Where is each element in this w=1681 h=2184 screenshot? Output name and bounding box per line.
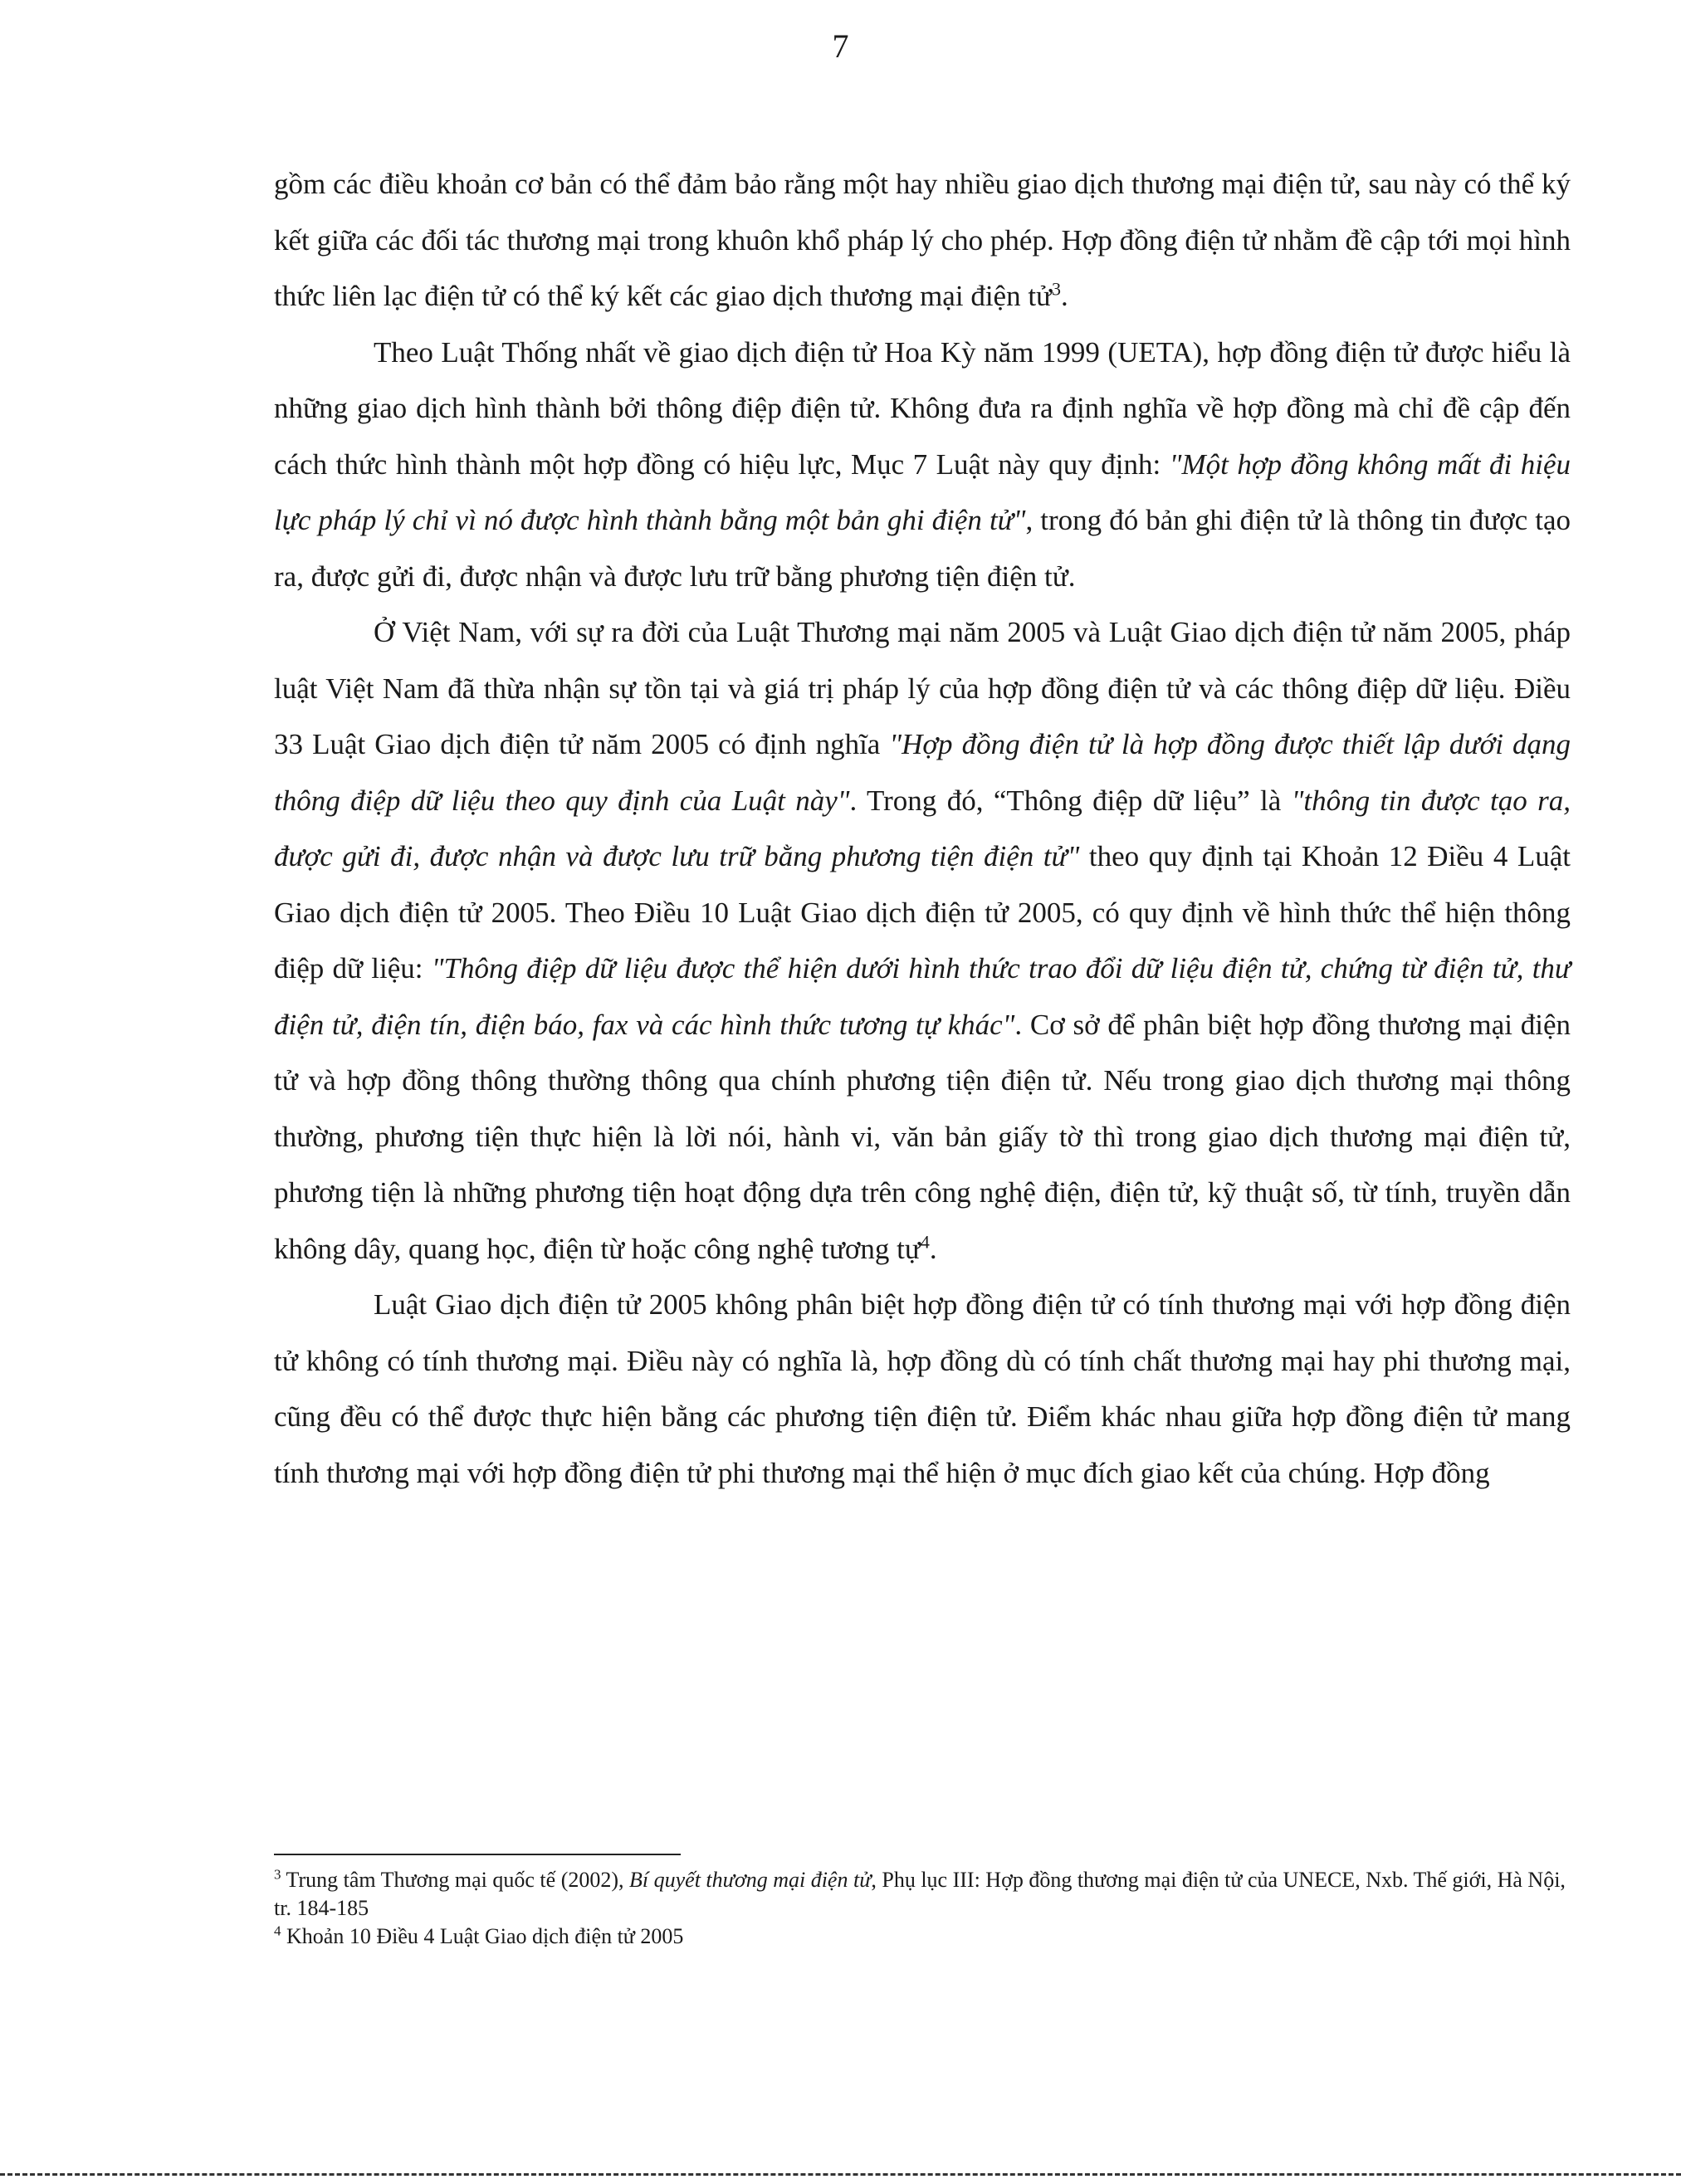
- footnote-4-marker: 4: [274, 1923, 281, 1939]
- footnote-ref-4: 4: [920, 1230, 930, 1252]
- paragraph-3-quote-b: "thông tin được tạo ra, được gửi đi, được nhận và được lưu trữ bằng phương tiện điện tử": [274, 784, 1571, 872]
- paragraph-4: [274, 1277, 1571, 1501]
- paragraph-1: [274, 156, 1571, 325]
- page-cut-line: [0, 2173, 1681, 2176]
- paragraph-3-quote-c: "Thông điệp dữ liệu được thể hiện dưới hình thức trao đổi dữ liệu điện tử, chứng từ điện tử, thư điện tử, điện tín, điện báo, fax và các hình thức tương tự khác": [274, 952, 1571, 1041]
- paragraph-3-text-c: theo quy định tại Khoản 12 Điều 4 Luật Giao dịch điện tử 2005. Theo Điều 10 Luật Giao dịch điện tử 2005, có quy định về hình thức thể hiện thông điệp dữ liệu:: [274, 840, 1571, 985]
- paragraph-3-quote-a: "Hợp đồng điện tử là hợp đồng được thiết lập dưới dạng thông điệp dữ liệu theo quy định của Luật này": [274, 728, 1571, 817]
- footnote-3-marker: 3: [274, 1866, 281, 1883]
- paragraph-3-text-b: . Trong đó, “Thông điệp dữ liệu” là: [849, 784, 1292, 817]
- paragraph-3-text-a: Ở Việt Nam, với sự ra đời của Luật Thương mại năm 2005 và Luật Giao dịch điện tử năm 2005, pháp luật Việt Nam đã thừa nhận sự tồn tại và giá trị pháp lý của hợp đồng điện tử và các thông điệp dữ liệu. Điều 33 Luật Giao dịch điện tử năm 2005 có định nghĩa: [274, 616, 1571, 760]
- footnote-3-text-b: , Phụ lục III: Hợp đồng thương mại điện tử của UNECE, Nxb. Thế giới, Hà Nội, tr. 184-185: [274, 1868, 1566, 1920]
- footnote-separator: [274, 1854, 681, 1855]
- paragraph-1-text: gồm các điều khoản cơ bản có thể đảm bảo rằng một hay nhiều giao dịch thương mại điện tử, sau này có thể ký kết giữa các đối tác thương mại trong khuôn khổ pháp lý cho phép. Hợp đồng điện tử nhằm đề cập tới mọi hình thức liên lạc điện tử có thể ký kết các giao dịch thương mại điện tử: [274, 168, 1571, 312]
- paragraph-3-end: .: [929, 1232, 937, 1265]
- paragraph-3: [274, 604, 1571, 1277]
- paragraph-2-text-a: Theo Luật Thống nhất về giao dịch điện tử Hoa Kỳ năm 1999 (UETA), hợp đồng điện tử được hiểu là những giao dịch hình thành bởi thông điệp điện tử. Không đưa ra định nghĩa về hợp đồng mà chỉ đề cập đến cách thức hình thành một hợp đồng có hiệu lực, Mục 7 Luật này quy định:: [274, 335, 1571, 481]
- paragraph-1-end: .: [1061, 280, 1068, 312]
- footnotes: [274, 1866, 1571, 1951]
- paragraph-2: [274, 325, 1571, 605]
- paragraph-2-quote-a: "Một hợp đồng không mất đi hiệu lực pháp lý chỉ vì nó được hình thành bằng một bản ghi điện tử": [274, 447, 1571, 536]
- paragraph-4-text: Luật Giao dịch điện tử 2005 không phân biệt hợp đồng điện tử có tính thương mại với hợp đồng điện tử không có tính thương mại. Điều này có nghĩa là, hợp đồng dù có tính chất thương mại hay phi thương mại, cũng đều có thể được thực hiện bằng các phương tiện điện tử. Điểm khác nhau giữa hợp đồng điện tử mang tính thương mại với hợp đồng điện tử phi thương mại thể hiện ở mục đích giao kết của chúng. Hợp đồng: [274, 1288, 1571, 1489]
- footnote-3-title: Bí quyết thương mại điện tử: [629, 1868, 872, 1892]
- paragraph-2-text-b: , trong đó bản ghi điện tử là thông tin được tạo ra, được gửi đi, được nhận và được lưu trữ bằng phương tiện điện tử.: [274, 504, 1571, 593]
- body-text: [274, 156, 1571, 1501]
- footnote-4-text: Khoản 10 Điều 4 Luật Giao dịch điện tử 2005: [281, 1924, 684, 1948]
- paragraph-3-text-d: . Cơ sở để phân biệt hợp đồng thương mại điện tử và hợp đồng thông thường thông qua chính phương tiện điện tử. Nếu trong giao dịch thương mại thông thường, phương tiện thực hiện là lời nói, hành vi, văn bản giấy tờ thì trong giao dịch thương mại điện tử, phương tiện là những phương tiện hoạt động dựa trên công nghệ điện, điện tử, kỹ thuật số, từ tính, truyền dẫn không dây, quang học, điện từ hoặc công nghệ tương tự: [274, 1008, 1571, 1265]
- footnote-3-text-a: Trung tâm Thương mại quốc tế (2002),: [281, 1868, 630, 1892]
- footnote-ref-3: 3: [1052, 278, 1062, 300]
- footnote-4: [274, 1923, 1571, 1951]
- page-number: 7: [832, 27, 849, 65]
- footnote-3: [274, 1866, 1571, 1923]
